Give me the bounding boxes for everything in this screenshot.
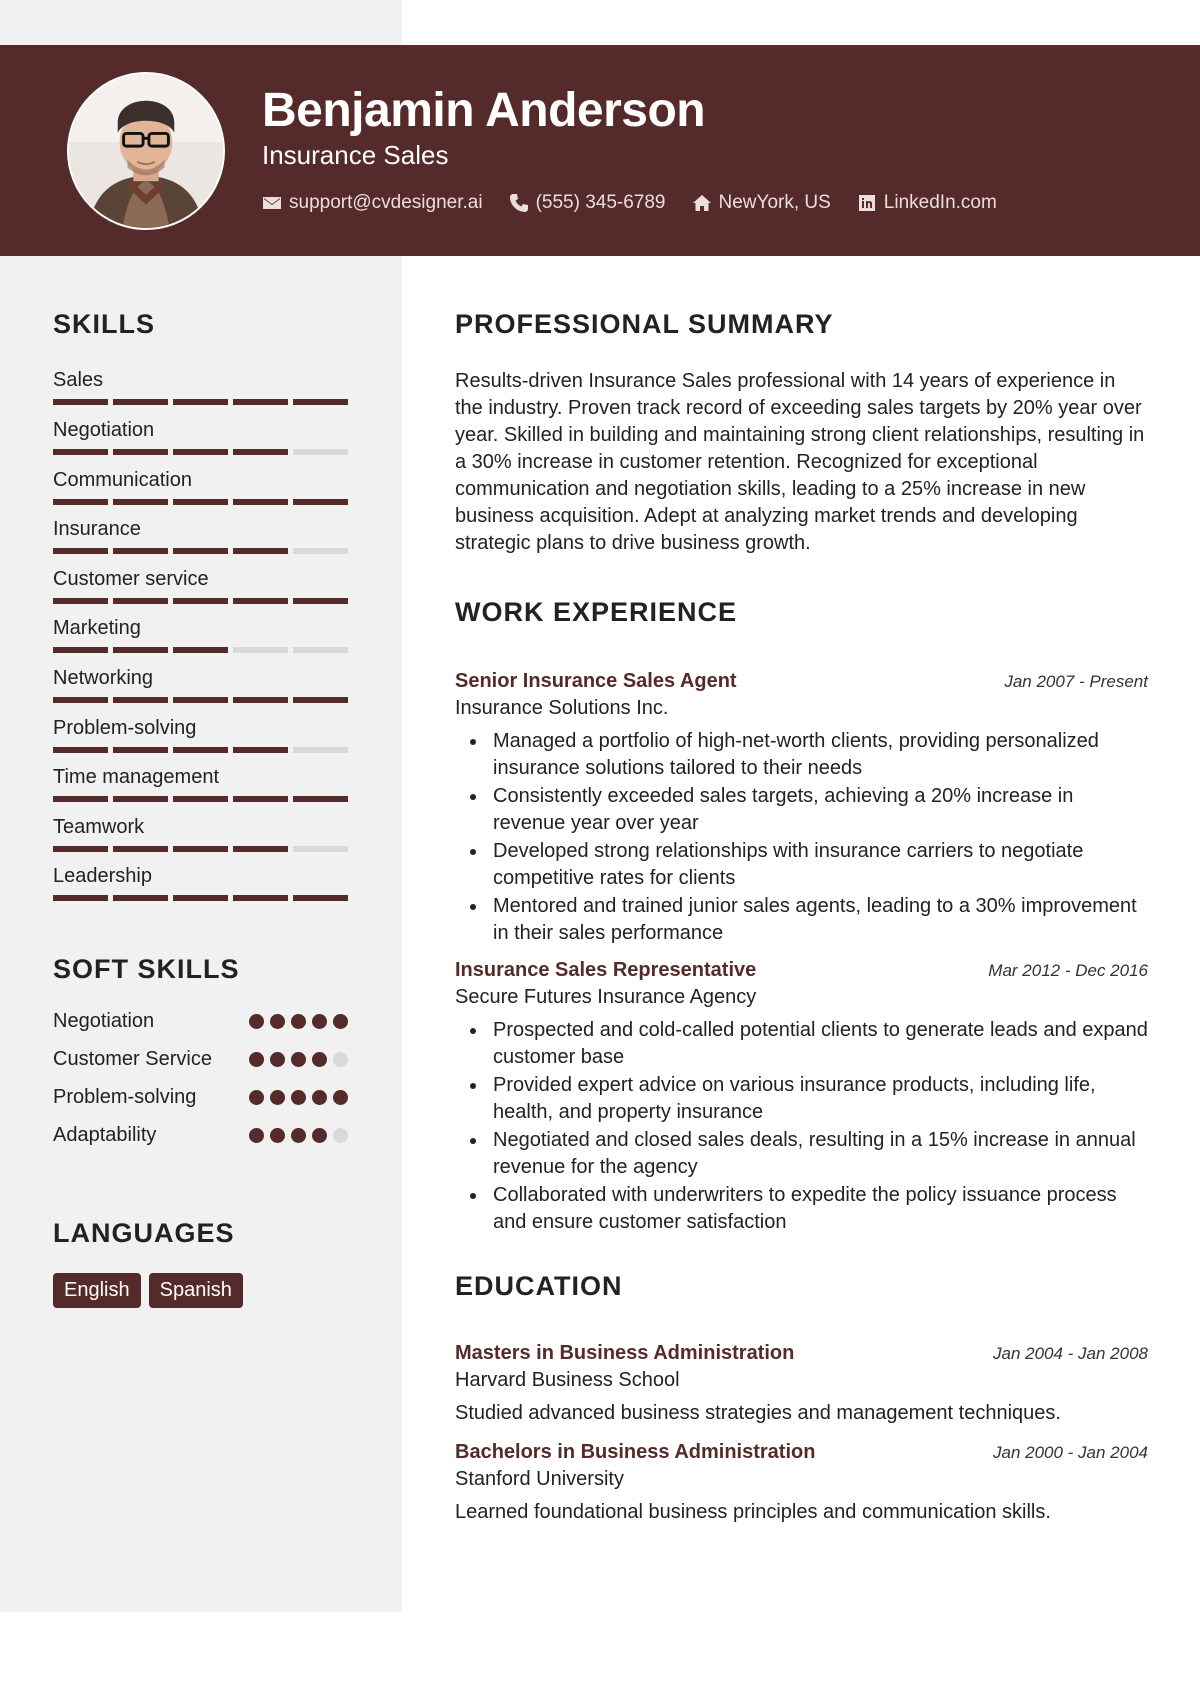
soft-skill-item bbox=[53, 1007, 348, 1035]
skill-level-bar bbox=[53, 598, 348, 604]
education-title: EDUCATION bbox=[455, 1271, 623, 1301]
rating-dot bbox=[249, 1014, 264, 1029]
job-bullet: Collaborated with underwriters to expedite the policy issuance process and ensure customer satisfaction bbox=[455, 1182, 1148, 1236]
skill-name: Insurance bbox=[53, 518, 141, 541]
rating-dot bbox=[312, 1052, 327, 1067]
skill-level-segment bbox=[173, 499, 228, 505]
skill-level-bar bbox=[53, 697, 348, 703]
contact-row bbox=[262, 192, 997, 214]
soft-skill-name: Adaptability bbox=[53, 1124, 157, 1147]
skill-level-segment bbox=[113, 449, 168, 455]
rating-dot bbox=[312, 1090, 327, 1105]
languages-section bbox=[53, 1217, 348, 1308]
rating-dot bbox=[333, 1052, 348, 1067]
skill-level-segment bbox=[173, 796, 228, 802]
skill-item bbox=[53, 716, 348, 766]
language-badge: Spanish bbox=[149, 1273, 243, 1308]
skill-name: Time management bbox=[53, 766, 219, 789]
soft-skill-name: Negotiation bbox=[53, 1010, 155, 1033]
skill-item bbox=[53, 765, 348, 815]
job-bullet: Managed a portfolio of high-net-worth clients, providing personalized insurance solutions tailored to their needs bbox=[455, 728, 1148, 782]
skill-level-segment bbox=[113, 895, 168, 901]
skill-level-segment bbox=[173, 449, 228, 455]
soft-skill-name: Problem-solving bbox=[53, 1086, 197, 1109]
degree-title: Bachelors in Business Administration bbox=[455, 1441, 816, 1464]
skill-item bbox=[53, 815, 348, 865]
skill-name: Leadership bbox=[53, 865, 152, 888]
skill-level-segment bbox=[293, 548, 348, 554]
contact-email-text: support@cvdesigner.ai bbox=[289, 192, 483, 213]
candidate-title: Insurance Sales bbox=[262, 140, 449, 170]
skill-level-segment bbox=[113, 796, 168, 802]
skill-level-segment bbox=[173, 697, 228, 703]
job-date: Mar 2012 - Dec 2016 bbox=[988, 961, 1148, 981]
soft-skill-rating bbox=[249, 1121, 348, 1143]
skill-level-segment bbox=[113, 499, 168, 505]
job-company: Insurance Solutions Inc. bbox=[455, 697, 669, 720]
rating-dot bbox=[249, 1128, 264, 1143]
skill-level-segment bbox=[233, 399, 288, 405]
skill-level-segment bbox=[53, 895, 108, 901]
education-entry bbox=[455, 1340, 1148, 1427]
skills-section bbox=[53, 308, 348, 914]
contact-location[interactable] bbox=[692, 192, 831, 214]
skill-level-segment bbox=[293, 796, 348, 802]
languages-list bbox=[53, 1273, 348, 1308]
skill-level-segment bbox=[293, 895, 348, 901]
skill-level-segment bbox=[233, 796, 288, 802]
skill-level-segment bbox=[173, 846, 228, 852]
skill-level-segment bbox=[293, 449, 348, 455]
skill-level-segment bbox=[233, 697, 288, 703]
job-bullet: Provided expert advice on various insurance products, including life, health, and property insurance bbox=[455, 1072, 1148, 1126]
rating-dot bbox=[249, 1052, 264, 1067]
home-icon bbox=[692, 193, 712, 213]
envelope-icon bbox=[262, 193, 282, 213]
skill-level-segment bbox=[173, 399, 228, 405]
job-bullet: Negotiated and closed sales deals, resulting in a 15% increase in annual revenue for the agency bbox=[455, 1127, 1148, 1181]
skill-level-segment bbox=[113, 548, 168, 554]
skill-level-segment bbox=[173, 895, 228, 901]
education-date: Jan 2004 - Jan 2008 bbox=[992, 1344, 1148, 1364]
summary-title: PROFESSIONAL SUMMARY bbox=[455, 309, 834, 339]
languages-title: LANGUAGES bbox=[53, 1218, 235, 1248]
skill-level-segment bbox=[293, 598, 348, 604]
skill-level-bar bbox=[53, 499, 348, 505]
skill-level-segment bbox=[233, 548, 288, 554]
summary-section bbox=[455, 308, 1148, 557]
skill-name: Problem-solving bbox=[53, 716, 197, 739]
job-bullet: Consistently exceeded sales targets, achieving a 20% increase in revenue year over year bbox=[455, 783, 1148, 837]
skill-name: Networking bbox=[53, 666, 154, 689]
skill-level-bar bbox=[53, 846, 348, 852]
skill-level-segment bbox=[233, 647, 288, 653]
skills-list bbox=[53, 368, 348, 914]
soft-skill-item bbox=[53, 1121, 348, 1149]
education-description: Studied advanced business strategies and management techniques. bbox=[455, 1402, 1061, 1425]
skill-level-bar bbox=[53, 399, 348, 405]
candidate-name: Benjamin Anderson bbox=[262, 84, 706, 137]
skill-level-segment bbox=[113, 697, 168, 703]
skill-level-bar bbox=[53, 747, 348, 753]
summary-text: Results-driven Insurance Sales professional with 14 years of experience in the industry. Proven track record of exceeding sales targets by 20% year over year. Skilled in building and maintaining strong client relationships, resulting in a 30% increase in customer retention. Recognized for exceptional communication and negotiation skills, leading to a 25% increase in new business acquisition. Adept at analyzing market trends and developing strategic plans to drive business growth. bbox=[455, 370, 1145, 555]
skill-level-segment bbox=[233, 449, 288, 455]
skill-level-segment bbox=[53, 598, 108, 604]
rating-dot bbox=[333, 1128, 348, 1143]
skill-level-segment bbox=[53, 647, 108, 653]
skill-name: Teamwork bbox=[53, 815, 145, 838]
contact-linkedin[interactable] bbox=[857, 192, 997, 214]
skill-level-segment bbox=[293, 846, 348, 852]
job-company: Secure Futures Insurance Agency bbox=[455, 986, 757, 1009]
skill-level-segment bbox=[233, 895, 288, 901]
skill-name: Sales bbox=[53, 369, 104, 392]
phone-icon bbox=[509, 193, 529, 213]
job-date: Jan 2007 - Present bbox=[1004, 672, 1148, 692]
avatar bbox=[67, 72, 225, 230]
job-entry bbox=[455, 668, 1148, 947]
degree-title: Masters in Business Administration bbox=[455, 1342, 795, 1365]
skill-level-segment bbox=[293, 647, 348, 653]
rating-dot bbox=[333, 1014, 348, 1029]
skill-level-segment bbox=[173, 747, 228, 753]
skill-name: Customer service bbox=[53, 567, 209, 590]
education-date: Jan 2000 - Jan 2004 bbox=[992, 1443, 1148, 1463]
contact-location-text: NewYork, US bbox=[718, 192, 831, 213]
skill-level-segment bbox=[233, 747, 288, 753]
skill-item bbox=[53, 864, 348, 914]
work-experience-title: WORK EXPERIENCE bbox=[455, 597, 738, 627]
skill-level-bar bbox=[53, 449, 348, 455]
job-title: Senior Insurance Sales Agent bbox=[455, 670, 737, 693]
skill-level-segment bbox=[233, 846, 288, 852]
skill-level-segment bbox=[53, 449, 108, 455]
skill-item bbox=[53, 616, 348, 666]
contact-phone-text: (555) 345-6789 bbox=[535, 192, 666, 213]
job-title: Insurance Sales Representative bbox=[455, 959, 757, 982]
skill-level-segment bbox=[233, 499, 288, 505]
skill-level-bar bbox=[53, 647, 348, 653]
skill-level-bar bbox=[53, 895, 348, 901]
soft-skills-section bbox=[53, 953, 348, 1159]
contact-linkedin-text: LinkedIn.com bbox=[883, 192, 997, 213]
soft-skill-rating bbox=[249, 1045, 348, 1067]
job-entry bbox=[455, 957, 1148, 1236]
soft-skill-rating bbox=[249, 1007, 348, 1029]
skill-level-segment bbox=[293, 697, 348, 703]
job-bullets bbox=[455, 1017, 1148, 1236]
contact-phone[interactable] bbox=[509, 192, 666, 214]
rating-dot bbox=[333, 1090, 348, 1105]
rating-dot bbox=[291, 1014, 306, 1029]
skill-item bbox=[53, 517, 348, 567]
skill-item bbox=[53, 418, 348, 468]
skill-name: Communication bbox=[53, 468, 192, 491]
skill-name: Marketing bbox=[53, 617, 141, 640]
rating-dot bbox=[270, 1128, 285, 1143]
rating-dot bbox=[270, 1052, 285, 1067]
skill-level-segment bbox=[173, 598, 228, 604]
soft-skill-rating bbox=[249, 1083, 348, 1105]
skill-level-segment bbox=[113, 846, 168, 852]
school-name: Harvard Business School bbox=[455, 1369, 680, 1392]
skill-level-segment bbox=[113, 647, 168, 653]
skill-level-segment bbox=[53, 846, 108, 852]
skill-level-segment bbox=[293, 399, 348, 405]
skill-level-segment bbox=[53, 548, 108, 554]
rating-dot bbox=[312, 1014, 327, 1029]
skill-item bbox=[53, 666, 348, 716]
rating-dot bbox=[291, 1128, 306, 1143]
job-bullet: Developed strong relationships with insurance carriers to negotiate competitive rates for clients bbox=[455, 838, 1148, 892]
profile-photo-illustration bbox=[69, 74, 223, 228]
soft-skill-name: Customer Service bbox=[53, 1048, 212, 1071]
contact-email[interactable] bbox=[262, 192, 483, 214]
skill-level-segment bbox=[173, 647, 228, 653]
skill-item bbox=[53, 468, 348, 518]
skill-level-segment bbox=[53, 399, 108, 405]
skill-level-segment bbox=[293, 747, 348, 753]
skill-level-segment bbox=[53, 796, 108, 802]
rating-dot bbox=[249, 1090, 264, 1105]
skill-item bbox=[53, 567, 348, 617]
language-badge: English bbox=[53, 1273, 141, 1308]
skill-level-segment bbox=[53, 499, 108, 505]
work-experience-section bbox=[455, 596, 1148, 1237]
skill-level-segment bbox=[233, 598, 288, 604]
job-bullets bbox=[455, 728, 1148, 947]
soft-skills-title: SOFT SKILLS bbox=[53, 954, 240, 984]
rating-dot bbox=[291, 1090, 306, 1105]
skill-level-segment bbox=[173, 548, 228, 554]
skill-level-segment bbox=[113, 747, 168, 753]
soft-skill-item bbox=[53, 1045, 348, 1073]
school-name: Stanford University bbox=[455, 1468, 624, 1491]
linkedin-icon bbox=[857, 193, 877, 213]
skill-level-bar bbox=[53, 548, 348, 554]
soft-skill-item bbox=[53, 1083, 348, 1111]
rating-dot bbox=[270, 1090, 285, 1105]
skill-level-segment bbox=[113, 399, 168, 405]
skill-item bbox=[53, 368, 348, 418]
skills-title: SKILLS bbox=[53, 309, 156, 339]
rating-dot bbox=[312, 1128, 327, 1143]
skill-level-segment bbox=[53, 747, 108, 753]
skill-name: Negotiation bbox=[53, 418, 155, 441]
skill-level-segment bbox=[113, 598, 168, 604]
resume-header bbox=[0, 45, 1200, 256]
job-bullet: Mentored and trained junior sales agents, leading to a 30% improvement in their sales performance bbox=[455, 893, 1148, 947]
skill-level-bar bbox=[53, 796, 348, 802]
skill-level-segment bbox=[293, 499, 348, 505]
rating-dot bbox=[291, 1052, 306, 1067]
education-description: Learned foundational business principles and communication skills. bbox=[455, 1501, 1051, 1524]
skill-level-segment bbox=[53, 697, 108, 703]
soft-skills-list bbox=[53, 1007, 348, 1149]
education-entry bbox=[455, 1439, 1148, 1526]
job-bullet: Prospected and cold-called potential clients to generate leads and expand customer base bbox=[455, 1017, 1148, 1071]
education-section bbox=[455, 1270, 1148, 1526]
rating-dot bbox=[270, 1014, 285, 1029]
